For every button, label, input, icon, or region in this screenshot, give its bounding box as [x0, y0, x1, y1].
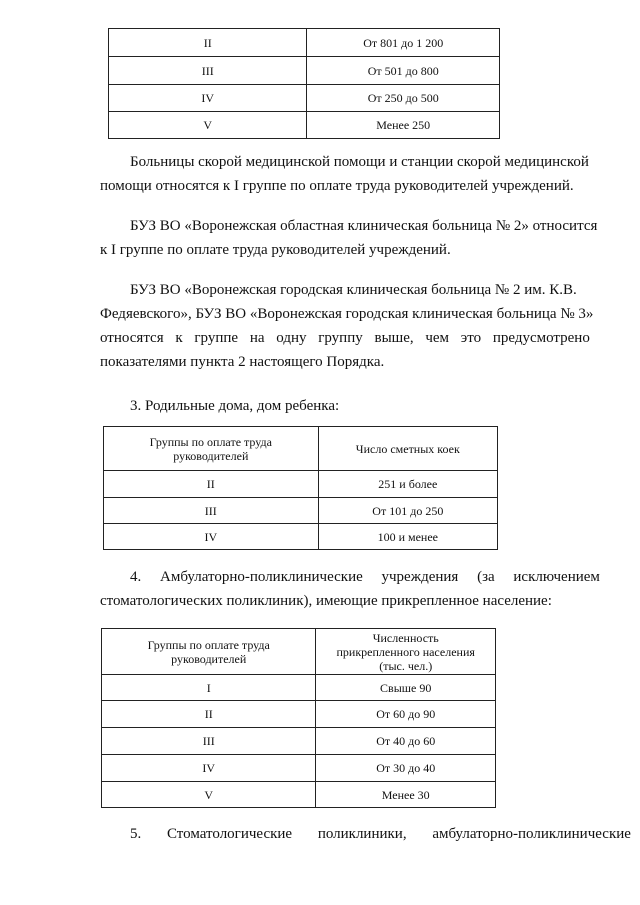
table-header-row [102, 629, 496, 675]
paragraph-line: показателями пункта 2 настоящего Порядка. [100, 354, 385, 370]
table-row [104, 524, 498, 550]
paragraph-ambulance-hospitals [100, 150, 605, 198]
group-cell: IV [102, 755, 316, 782]
paragraph-line: Больницы скорой медицинской помощи и станции скорой медицинской [130, 154, 589, 170]
table-row [109, 112, 500, 139]
paragraph-regional-hospital-2 [100, 214, 605, 262]
group-cell: V [102, 782, 316, 808]
paragraph-line: Федяевского», БУЗ ВО «Воронежская городская клиническая больница № 3» [100, 306, 594, 322]
table-row [104, 471, 498, 498]
group-cell: I [102, 675, 316, 701]
table-row [102, 755, 496, 782]
group-cell: II [109, 29, 307, 57]
section-3-heading [130, 394, 600, 418]
group-cell: IV [109, 85, 307, 112]
table-row [102, 728, 496, 755]
paragraph-line: к I группе по оплате труда руководителей учреждений. [100, 242, 451, 258]
group-cell: II [104, 471, 319, 498]
table-header-row [104, 427, 498, 471]
value-cell: От 250 до 500 [307, 85, 500, 112]
group-cell: III [104, 498, 319, 524]
table-group-limits-continued [108, 28, 500, 139]
paragraph-line: стоматологических поликлиник), имеющие прикрепленное население: [100, 593, 552, 609]
group-cell: IV [104, 524, 319, 550]
value-cell: От 801 до 1 200 [307, 29, 500, 57]
group-cell: III [102, 728, 316, 755]
paragraph-line: 5. Стоматологические поликлиники, амбулаторно-поликлинические [130, 826, 631, 842]
table-row [102, 675, 496, 701]
table-row [109, 57, 500, 85]
paragraph-line: помощи относятся к I группе по оплате труда руководителей учреждений. [100, 178, 574, 194]
table-row [109, 29, 500, 57]
paragraph-line: БУЗ ВО «Воронежская областная клиническая больница № 2» относится [130, 218, 598, 234]
section-4-paragraph [100, 565, 605, 613]
section-heading-text: 3. Родильные дома, дом ребенка: [130, 398, 340, 414]
section-5-paragraph [100, 822, 631, 846]
paragraph-line: БУЗ ВО «Воронежская городская клиническая больница № 2 им. К.В. [130, 282, 577, 298]
header-cell: Группы по оплате труда руководителей [104, 427, 319, 471]
value-cell: 251 и более [318, 471, 497, 498]
value-cell: Менее 30 [316, 782, 496, 808]
paragraph-city-hospitals [100, 278, 605, 374]
paragraph-line: 4. Амбулаторно-поликлинические учреждения (за исключением [130, 569, 600, 585]
value-cell: 100 и менее [318, 524, 497, 550]
table-outpatient-clinics [101, 628, 496, 808]
header-cell: Число сметных коек [318, 427, 497, 471]
paragraph-line: относятся к группе на одну группу выше, чем это предусмотрено [100, 330, 590, 346]
value-cell: Менее 250 [307, 112, 500, 139]
table-row [109, 85, 500, 112]
value-cell: От 101 до 250 [318, 498, 497, 524]
header-cell: Численность прикрепленного населения (тыс. чел.) [316, 629, 496, 675]
value-cell: От 40 до 60 [316, 728, 496, 755]
value-cell: Свыше 90 [316, 675, 496, 701]
value-cell: От 30 до 40 [316, 755, 496, 782]
table-row [104, 498, 498, 524]
table-row [102, 701, 496, 728]
group-cell: III [109, 57, 307, 85]
header-cell: Группы по оплате труда руководителей [102, 629, 316, 675]
table-maternity-homes [103, 426, 498, 550]
value-cell: От 60 до 90 [316, 701, 496, 728]
group-cell: V [109, 112, 307, 139]
group-cell: II [102, 701, 316, 728]
table-row [102, 782, 496, 808]
value-cell: От 501 до 800 [307, 57, 500, 85]
